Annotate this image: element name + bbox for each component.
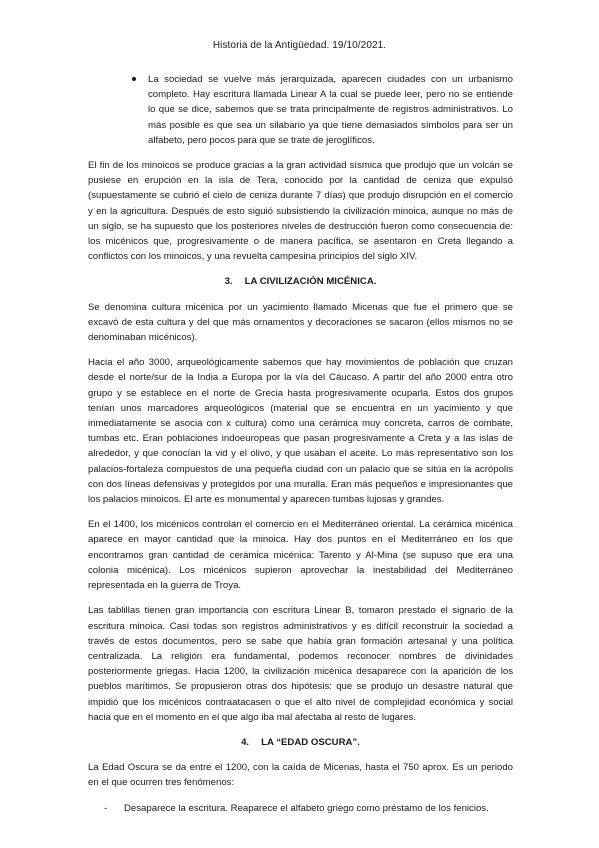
paragraph-linear-b: Las tablillas tienen gran importancia con escritura Linear B, tomaron prestado el signario de la escritura minoica. Casi todas son registros administrativos y es difícil reconstruir la sociedad a través de estos documentos, pero se sabe que había gran formación artesanal y una política centralizada. La religión era fundamental, podemos reconocer nombres de divinidades posteriormente griegas. Hacia 1200, la civilización micénica desaparece con la aparición de los pueblos marítimos. Se propusieron otras dos hipótesis: que se produjo un desastre natural que impidió que los micénicos contraatacasen o que el alto nivel de complejidad económica y social hacia que en el momento en el que algo iba mal afectaba al resto de lugares. [88,605,513,723]
section-title: LA CIVILIZACIÓN MICÉNICA. [244,276,377,288]
section-number: 4. [241,736,250,748]
section-heading-4 [88,735,513,750]
bullet-dot-icon [132,77,136,81]
section-title: LA “EDAD OSCURA”. [261,736,360,748]
dash-item-text: Desaparece la escritura. Reaparece el alfabeto griego como préstamo de los fenicios. [124,802,489,814]
document-body [88,72,513,816]
paragraph-mycenaean-name: Se denomina cultura micénica por un yacimiento llamado Micenas que fue el primero que se excavó de esta cultura y del que más ornamentos y decoraciones se sacaron (ellos mismos no se denominaban micénicos). [88,301,513,344]
section-number: 3. [224,276,233,288]
dash-list-item [88,801,513,816]
bullet-text: La sociedad se vuelve más jerarquizada, aparecen ciudades con un urbanismo completo. Hay escritura llamada Linear A la cual se puede leer, pero no se entiende lo que se dice, sabemos que se trata principalmente de registros administrativos. Lo más posible es que sea un silabario ya que tiene demasiados símbolos para ser un alfabeto, pero pocos para que se trate de jeroglíficos. [148,74,513,146]
paragraph-mediterranean-trade: En el 1400, los micénicos controlan el comercio en el Mediterráneo oriental. La cerámica micénica aparece en mayor cantidad que la minoica. Hay dos puntos en el Mediterráneo en los que encontramos gran cantidad de cerámica micénica: Tarento y Al-Mina (se supuso que era una colonia micénica). Los micénicos supieron aprovechar la inestabilidad del Mediterráneo representada en la guerra de Troya. [88,519,513,592]
section-heading-3 [88,274,513,289]
bullet-item [88,72,513,148]
dash-marker: - [104,802,108,814]
paragraph-dark-age: La Edad Oscura se da entre el 1200, con la caída de Micenas, hasta el 750 aprox. Es un periodo en el que ocurren tres fenómenos: [88,762,513,789]
page-header: Historia de la Antigüedad. 19/10/2021. [212,40,387,51]
paragraph-population-movements: Hacia el año 3000, arqueológicamente sabemos que hay movimientos de población que cruzan desde el norte/sur de la India a Europa por la vía del Cáucaso. A partir del año 2000 entra otro grupo y se establece en el norte de Grecia hasta progresivamente ocuparla. Estos dos grupos tenían unos marcadores arqueológicos (material que se encuentra en un yacimiento y que inmediatamente se asocia con x cultura) como una cerámica muy concreta, carros de combate, tumbas etc. Eran poblaciones indoeuropeas que pasan progresivamente a Creta y a las islas de alrededor, y que conocían la vid y el olivo, y que usaban el aceite. Lo más representativo son los palacios-fortaleza compuestos de una pequeña ciudad con un palacio que se sitúa en la acrópolis con dos líneas defensivas y protegidos por una muralla. Eran más pequeños e impresionantes que los palacios minoicos. El arte es monumental y aparecen tumbas lujosas y grandes. [88,357,513,506]
paragraph-minoan-end: El fin de los minoicos se produce gracias a la gran actividad sísmica que produjo que un volcán se pusiese en erupción en la isla de Tera, conocido por la cantidad de ceniza que expulsó (supuestamente se cubrió el cielo de ceniza durante 7 días) que produjo disrupción en el comercio y en la agricultura. Después de esto siguió subsistiendo la civilización minoica, aunque no más de un siglo, se ha supuesto que los posteriores niveles de destrucción fueron como consecuencia de: los micénicos que, progresivamente o de manera pacífica, se asentaron en Creta llegando a conflictos con los minoicos, y una revuelta campesina principios del siglo XIV. [88,160,513,263]
